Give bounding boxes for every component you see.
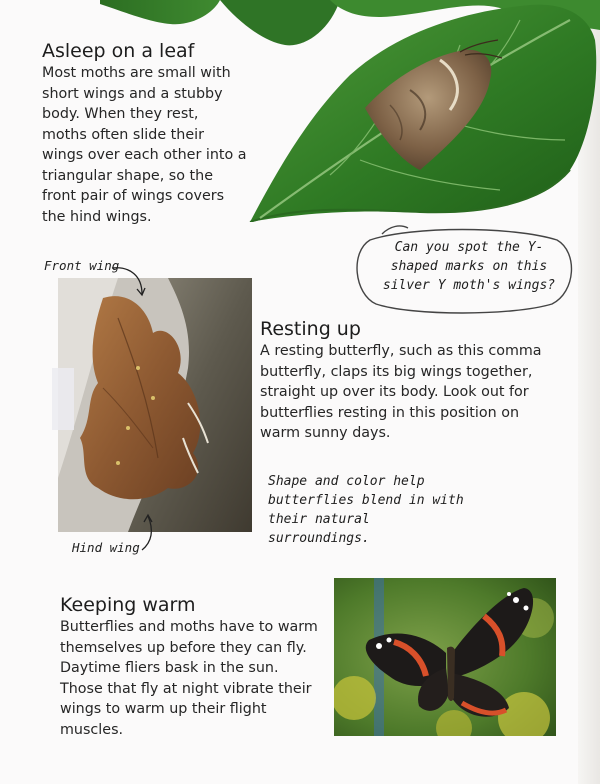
section-heading-resting: Resting up [260,318,361,340]
section-body-resting: A resting butterfly, such as this comma butterfly, claps its big wings together, straight up over its body. Look out for butterflies resting in this position on warm sunny days. [260,343,542,441]
section-heading-asleep: Asleep on a leaf [42,40,195,62]
hind-wing-label: Hind wing [72,540,140,555]
front-wing-arrow [110,262,150,302]
section-body-warm: Butterflies and moths have to warm themselves up before they can fly. Daytime fliers bask in the sun. Those that fly at night vibrate their wings to warm up their flight muscles. [60,619,318,738]
front-wing-label: Front wing [44,258,120,273]
resting-note: Shape and color help butterflies blend in with their natural surroundings. [268,474,464,546]
callout-text: Can you spot the Y-shaped marks on this silver Y moth's wings? [382,240,556,293]
photo-tape [52,368,74,430]
red-admiral-photo [334,578,556,736]
comma-butterfly-photo [58,278,252,532]
section-heading-warm: Keeping warm [60,594,196,616]
hind-wing-arrow [138,512,162,554]
section-body-asleep: Most moths are small with short wings and a stubby body. When they rest, moths often slide their wings over each other into a triangular shape, so the front pair of wings covers the hind wings. [42,65,247,225]
